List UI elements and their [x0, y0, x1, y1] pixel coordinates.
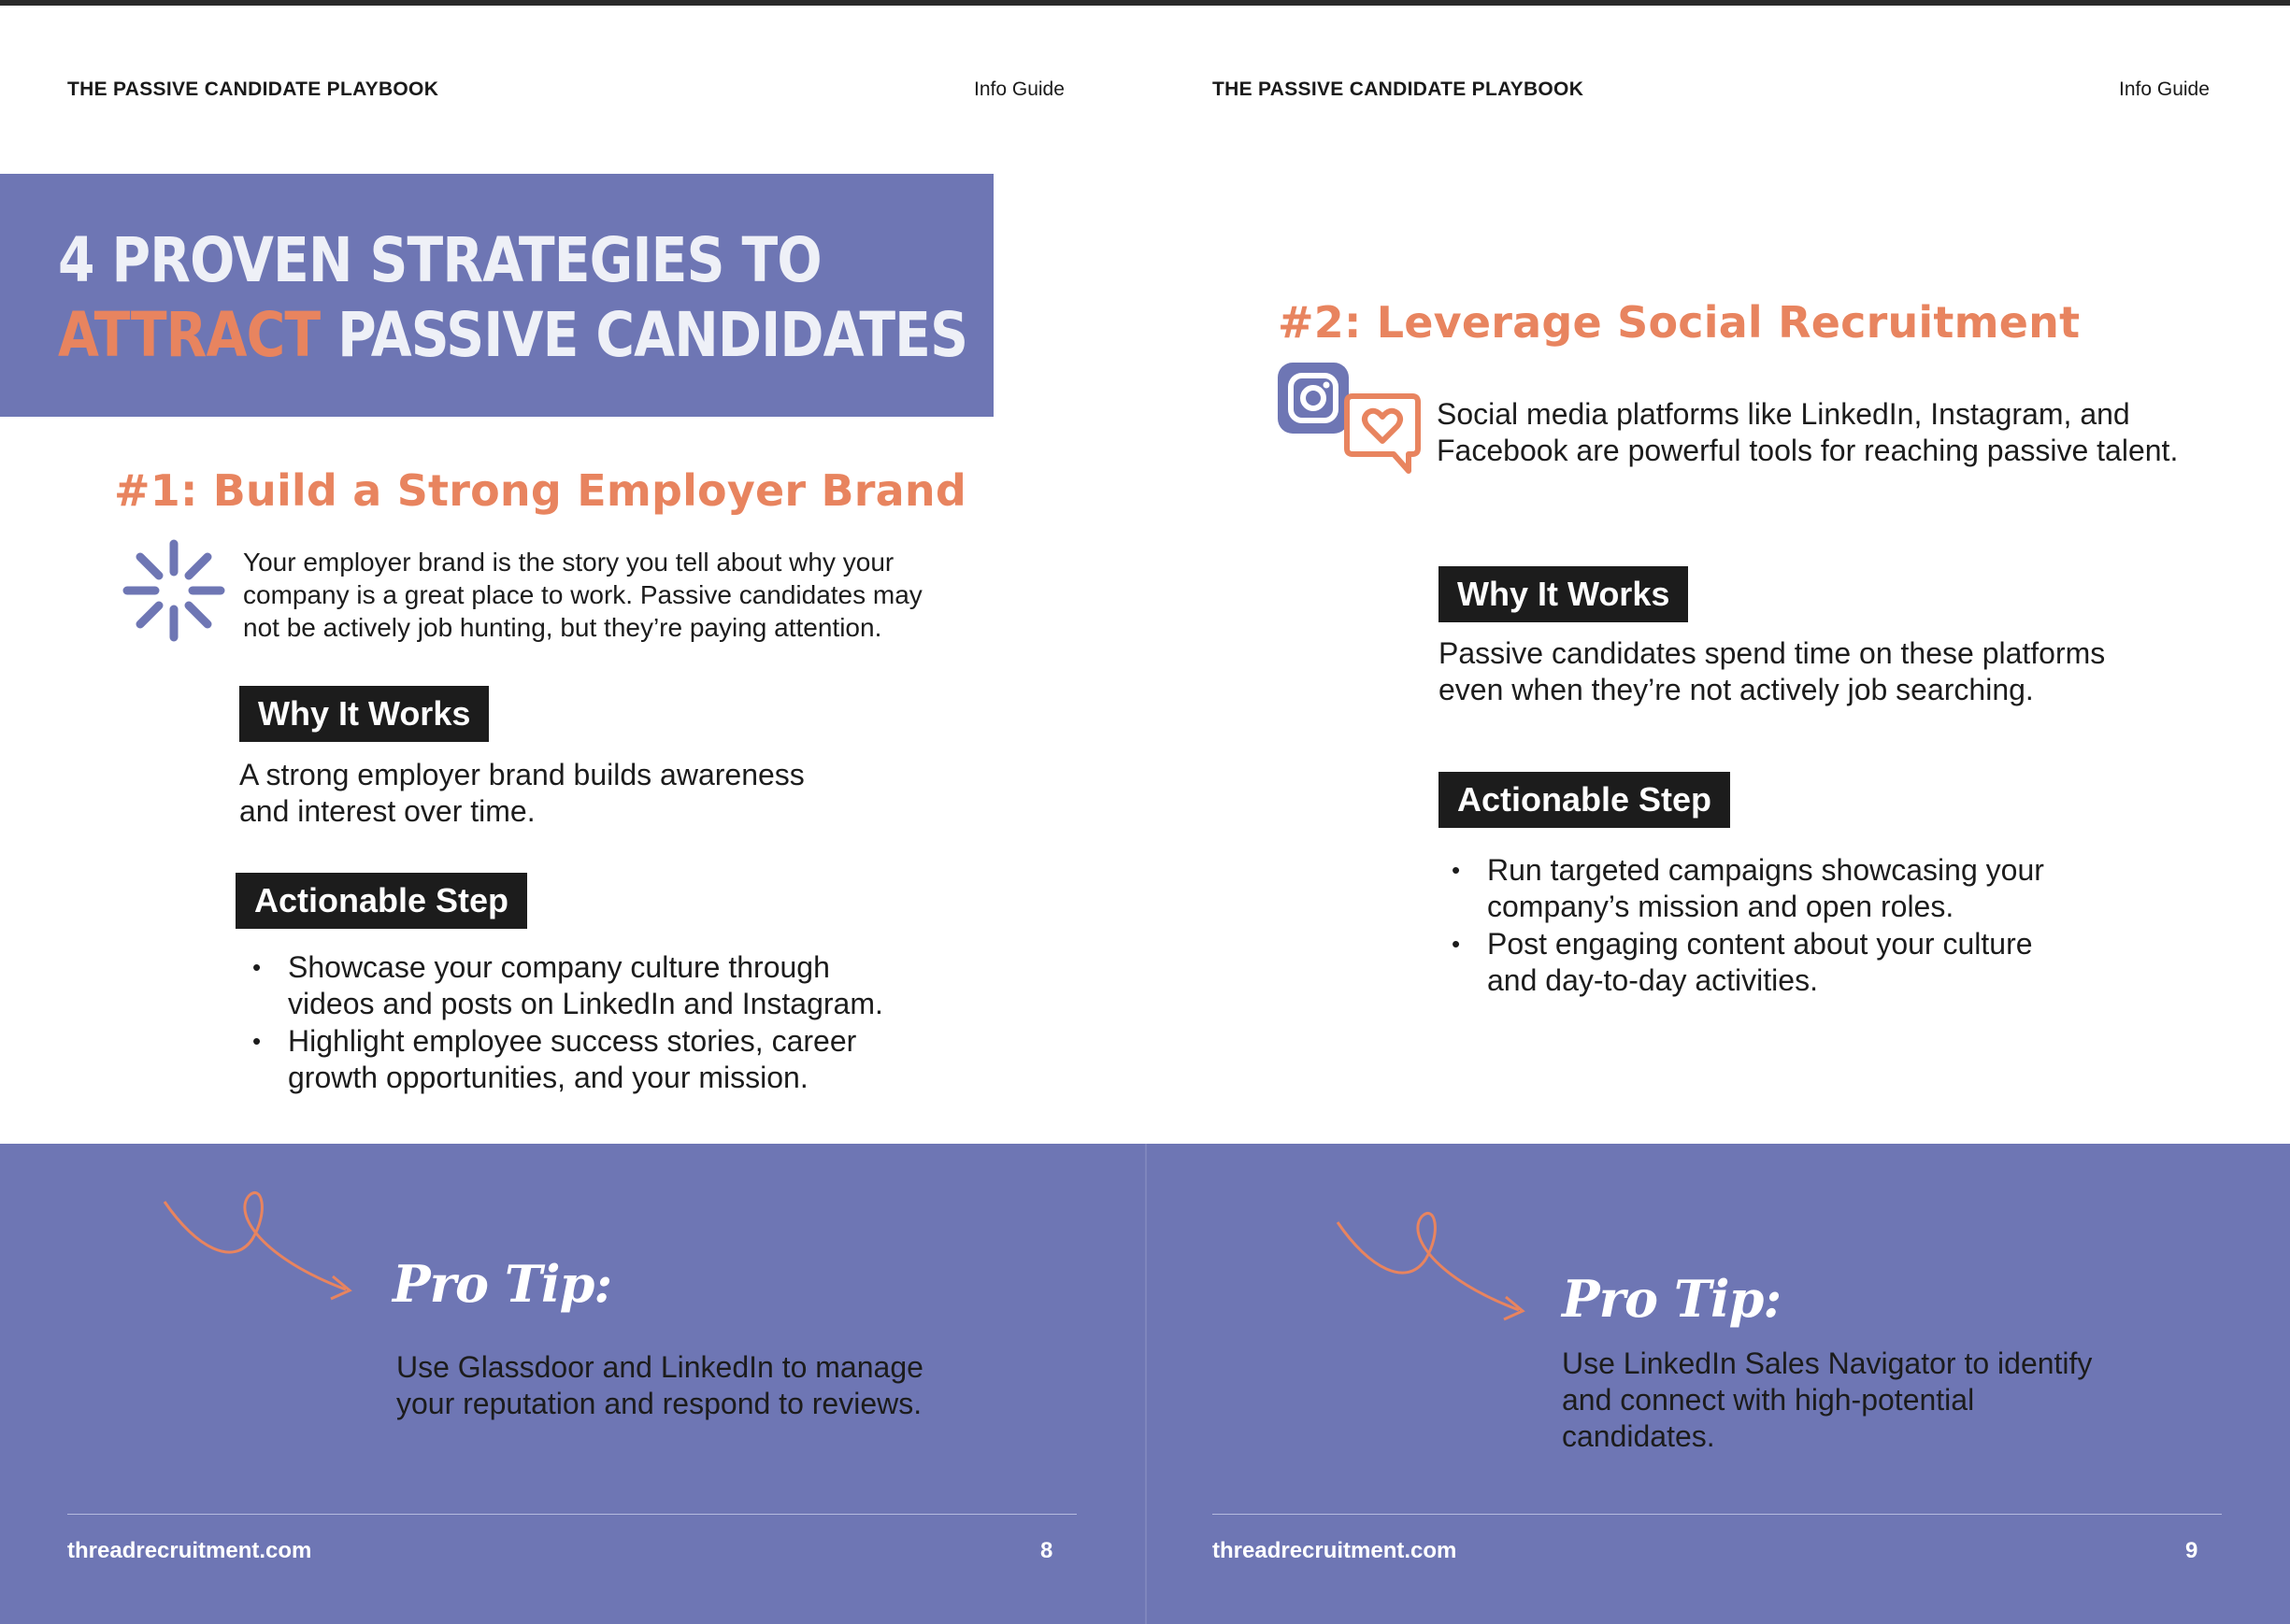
bullet-line: and day-to-day activities. [1487, 963, 1818, 997]
bullet-line: company’s mission and open roles. [1487, 890, 1954, 923]
hero-banner [0, 174, 994, 417]
list-item [1438, 852, 2044, 925]
bullet-dot: • [1452, 856, 1461, 884]
actionable-step-label: Actionable Step [1438, 772, 1730, 828]
heart-chat-icon [1343, 391, 1422, 475]
tip-line: your reputation and respond to reviews. [396, 1387, 923, 1420]
pro-tip-heading: Pro Tip: [393, 1254, 612, 1314]
pro-tip-text [396, 1349, 923, 1422]
footer-divider [67, 1514, 1077, 1515]
header-title: THE PASSIVE CANDIDATE PLAYBOOK [1212, 78, 1584, 100]
bullet-line: growth opportunities, and your mission. [288, 1061, 809, 1094]
hero-line-2-rest: PASSIVE CANDIDATES [337, 299, 968, 371]
why-line: A strong employer brand builds awareness [239, 758, 805, 791]
hero-accent-word: ATTRACT [58, 299, 321, 371]
actionable-bullets [1438, 852, 2044, 1000]
why-line: even when they’re not actively job searching. [1438, 673, 2034, 706]
hero-line-2 [58, 299, 967, 371]
bullet-line: videos and posts on LinkedIn and Instagram. [288, 987, 883, 1020]
curly-arrow-icon [1332, 1204, 1538, 1325]
tip-line: candidates. [1562, 1419, 1715, 1453]
instagram-icon [1276, 361, 1351, 435]
bullet-line: Post engaging content about your culture [1487, 927, 2033, 961]
bullet-dot: • [1452, 930, 1461, 958]
tip-line: Use Glassdoor and LinkedIn to manage [396, 1350, 923, 1384]
page-9 [1145, 6, 2290, 1624]
why-line: Passive candidates spend time on these platforms [1438, 636, 2106, 670]
intro-line: Facebook are powerful tools for reaching passive talent. [1437, 434, 2179, 467]
intro-text [243, 546, 923, 644]
why-it-works-text [1438, 635, 2105, 708]
footer-site-link[interactable]: threadrecruitment.com [67, 1538, 312, 1563]
header-label: Info Guide [2119, 78, 2210, 100]
why-line: and interest over time. [239, 794, 536, 828]
header-label: Info Guide [974, 78, 1065, 100]
why-it-works-text [239, 757, 805, 830]
pro-tip-text [1562, 1346, 2092, 1455]
sparkle-icon [120, 536, 228, 645]
tip-line: Use LinkedIn Sales Navigator to identify [1562, 1346, 2093, 1380]
intro-line: company is a great place to work. Passive candidates may [243, 580, 923, 609]
bullet-line: Highlight employee success stories, career [288, 1024, 857, 1058]
bullet-dot: • [252, 1027, 262, 1055]
intro-line: Your employer brand is the story you tell about why your [243, 548, 895, 577]
intro-text [1437, 396, 2178, 469]
why-it-works-label: Why It Works [1438, 566, 1688, 622]
section-title-2: #2: Leverage Social Recruitment [1278, 297, 2081, 348]
bullet-dot: • [252, 953, 262, 981]
footer-divider [1212, 1514, 2222, 1515]
list-item [239, 949, 883, 1022]
footer-site-link[interactable]: threadrecruitment.com [1212, 1538, 1457, 1563]
curly-arrow-icon [159, 1183, 365, 1304]
page-8 [0, 6, 1145, 1624]
list-item [239, 1023, 883, 1096]
intro-line: not be actively job hunting, but they’re paying attention. [243, 613, 882, 642]
bullet-line: Run targeted campaigns showcasing your [1487, 853, 2044, 887]
page-number: 9 [2185, 1538, 2198, 1563]
page-number: 8 [1040, 1538, 1053, 1563]
list-item [1438, 926, 2044, 999]
bullet-line: Showcase your company culture through [288, 950, 830, 984]
intro-line: Social media platforms like LinkedIn, Instagram, and [1437, 397, 2130, 431]
pro-tip-heading: Pro Tip: [1562, 1269, 1782, 1329]
why-it-works-label: Why It Works [239, 686, 489, 742]
tip-line: and connect with high-potential [1562, 1383, 1975, 1417]
section-title-1: #1: Build a Strong Employer Brand [114, 465, 967, 516]
actionable-step-label: Actionable Step [236, 873, 527, 929]
header-title: THE PASSIVE CANDIDATE PLAYBOOK [67, 78, 439, 100]
hero-line-1: 4 PROVEN STRATEGIES TO [58, 224, 822, 296]
actionable-bullets [239, 949, 883, 1097]
